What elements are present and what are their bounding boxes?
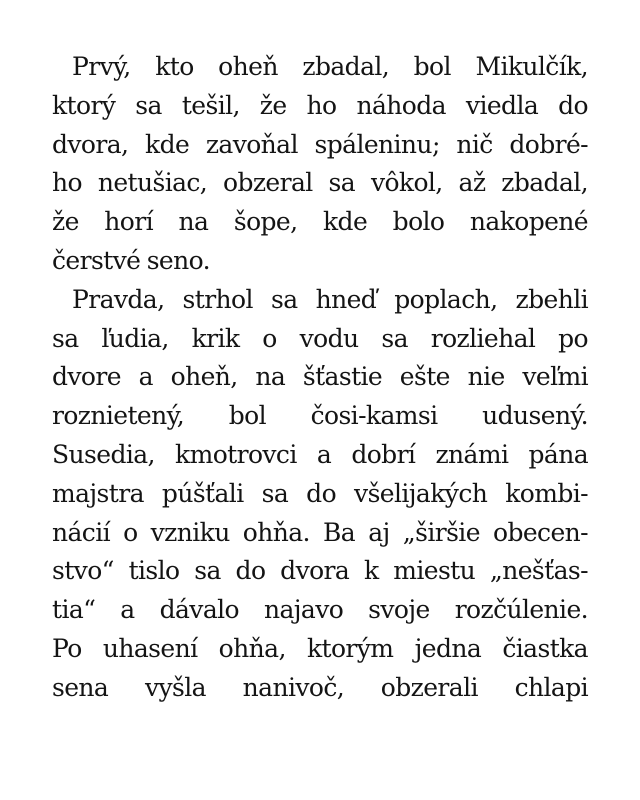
text-line: tia“ a dávalo najavo svoje rozčúlenie. bbox=[52, 595, 588, 625]
text-line: Prvý, kto oheň zbadal, bol Mikulčík, bbox=[72, 52, 588, 81]
page-text bbox=[52, 48, 588, 708]
paragraph-1 bbox=[52, 48, 588, 281]
text-line: Pravda, strhol sa hneď poplach, zbehli bbox=[72, 284, 588, 314]
text-line: že horí na šope, kde bolo nakopené bbox=[52, 207, 588, 237]
text-line: ktorý sa tešil, že ho náhoda viedla do bbox=[52, 90, 588, 120]
text-line: čerstvé seno. bbox=[52, 245, 210, 275]
text-line: stvo“ tislo sa do dvora k miestu „nešťas- bbox=[52, 556, 588, 586]
text-line: roznietený, bol čosi-kamsi udusený. bbox=[52, 401, 588, 431]
text-line: Po uhasení ohňa, ktorým jedna čiastka bbox=[52, 633, 588, 663]
text-line: ho netušiac, obzeral sa vôkol, až zbadal, bbox=[52, 168, 588, 198]
text-line: dvore a oheň, na šťastie ešte nie veľmi bbox=[52, 362, 588, 392]
text-line: dvora, kde zavoňal spáleninu; nič dobré- bbox=[52, 129, 588, 159]
text-line: sena vyšla nanivoč, obzerali chlapi bbox=[52, 672, 588, 702]
paragraph-2 bbox=[52, 281, 588, 708]
text-line: nácií o vzniku ohňa. Ba aj „širšie obecen- bbox=[52, 517, 588, 547]
text-line: Susedia, kmotrovci a dobrí známi pána bbox=[52, 439, 588, 469]
text-line: majstra púšťali sa do všelijakých kombi- bbox=[52, 478, 588, 508]
text-line: sa ľudia, krik o vodu sa rozliehal po bbox=[52, 323, 588, 353]
